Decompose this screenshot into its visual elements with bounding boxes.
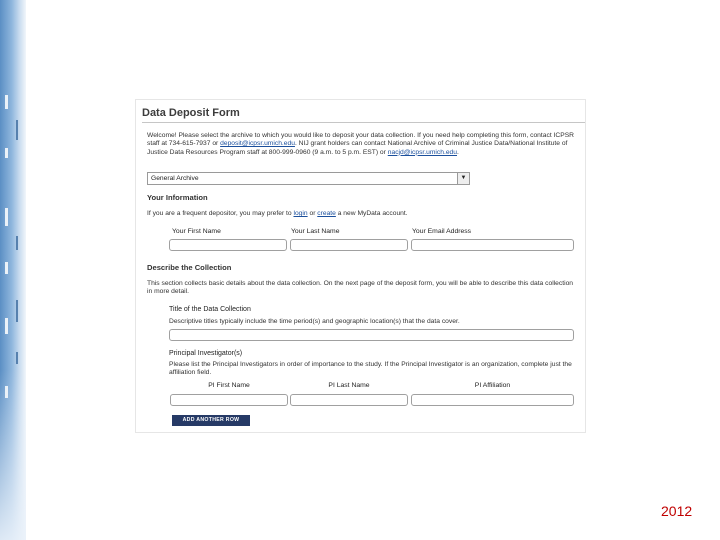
email-label: Your Email Address: [412, 228, 472, 235]
deposit-email-link[interactable]: deposit@icpsr.umich.edu: [220, 140, 295, 148]
describe-collection-heading: Describe the Collection: [147, 263, 232, 272]
note-or: or: [309, 210, 316, 217]
principal-investigator-label: Principal Investigator(s): [169, 350, 243, 357]
intro-text-part-2: . NIJ grant holders can contact National Archive of Criminal Justice Data/National Institute of Justice Data Resources Program staff at 800-999-0960 (9 a.m. to 5 p.m. EST) or: [147, 140, 568, 156]
archive-select[interactable]: [147, 172, 470, 185]
deposit-form-screenshot: [136, 100, 585, 432]
collection-title-input[interactable]: [169, 329, 574, 341]
collection-title-label: Title of the Data Collection: [169, 306, 251, 313]
email-input[interactable]: [411, 239, 574, 251]
last-name-label: Your Last Name: [291, 228, 340, 235]
pi-last-name-input[interactable]: [290, 394, 408, 406]
add-another-row-button[interactable]: ADD ANOTHER ROW: [172, 415, 250, 426]
pi-first-name-label: PI First Name: [208, 382, 250, 389]
collection-title-help: Descriptive titles typically include the time period(s) and geographic location(s) that the data cover.: [169, 318, 460, 325]
pi-affiliation-input[interactable]: [411, 394, 574, 406]
intro-text-part: Welcome! Please select the archive to which you would like to deposit your data collection. If you need help completing this form, contact ICPSR staff at 734-615-7937 or: [147, 132, 574, 148]
your-information-heading: Your Information: [147, 193, 208, 202]
nacjd-email-link[interactable]: nacjd@icpsr.umich.edu: [387, 148, 457, 156]
archive-select-value: General Archive: [151, 175, 199, 182]
slide-decoration-strip: [0, 0, 26, 540]
principal-investigator-help: Please list the Principal Investigators in order of importance to the study. If the Principal Investigator is an organization, complete just the affiliation field.: [169, 361, 572, 377]
pi-affiliation-label: PI Affiliation: [474, 382, 511, 389]
note-text: If you are a frequent depositor, you may prefer to: [147, 210, 292, 217]
describe-collection-text: This section collects basic details about the data collection. On the next page of the deposit form, you will be able to describe this data collection in more detail.: [147, 280, 574, 296]
pi-first-name-input[interactable]: [170, 394, 288, 406]
intro-text: [147, 132, 575, 157]
slide-year: 2012: [661, 503, 693, 519]
form-title: Data Deposit Form: [142, 105, 585, 123]
first-name-label: Your First Name: [172, 228, 221, 235]
chevron-down-icon[interactable]: ▼: [457, 173, 469, 184]
frequent-depositor-note: [147, 210, 567, 218]
pi-last-name-label: PI Last Name: [328, 382, 370, 389]
intro-end: .: [457, 148, 459, 156]
create-account-link[interactable]: create: [317, 210, 336, 217]
login-link[interactable]: login: [293, 210, 308, 217]
first-name-input[interactable]: [169, 239, 287, 251]
note-after: a new MyData account.: [337, 210, 408, 217]
last-name-input[interactable]: [290, 239, 408, 251]
